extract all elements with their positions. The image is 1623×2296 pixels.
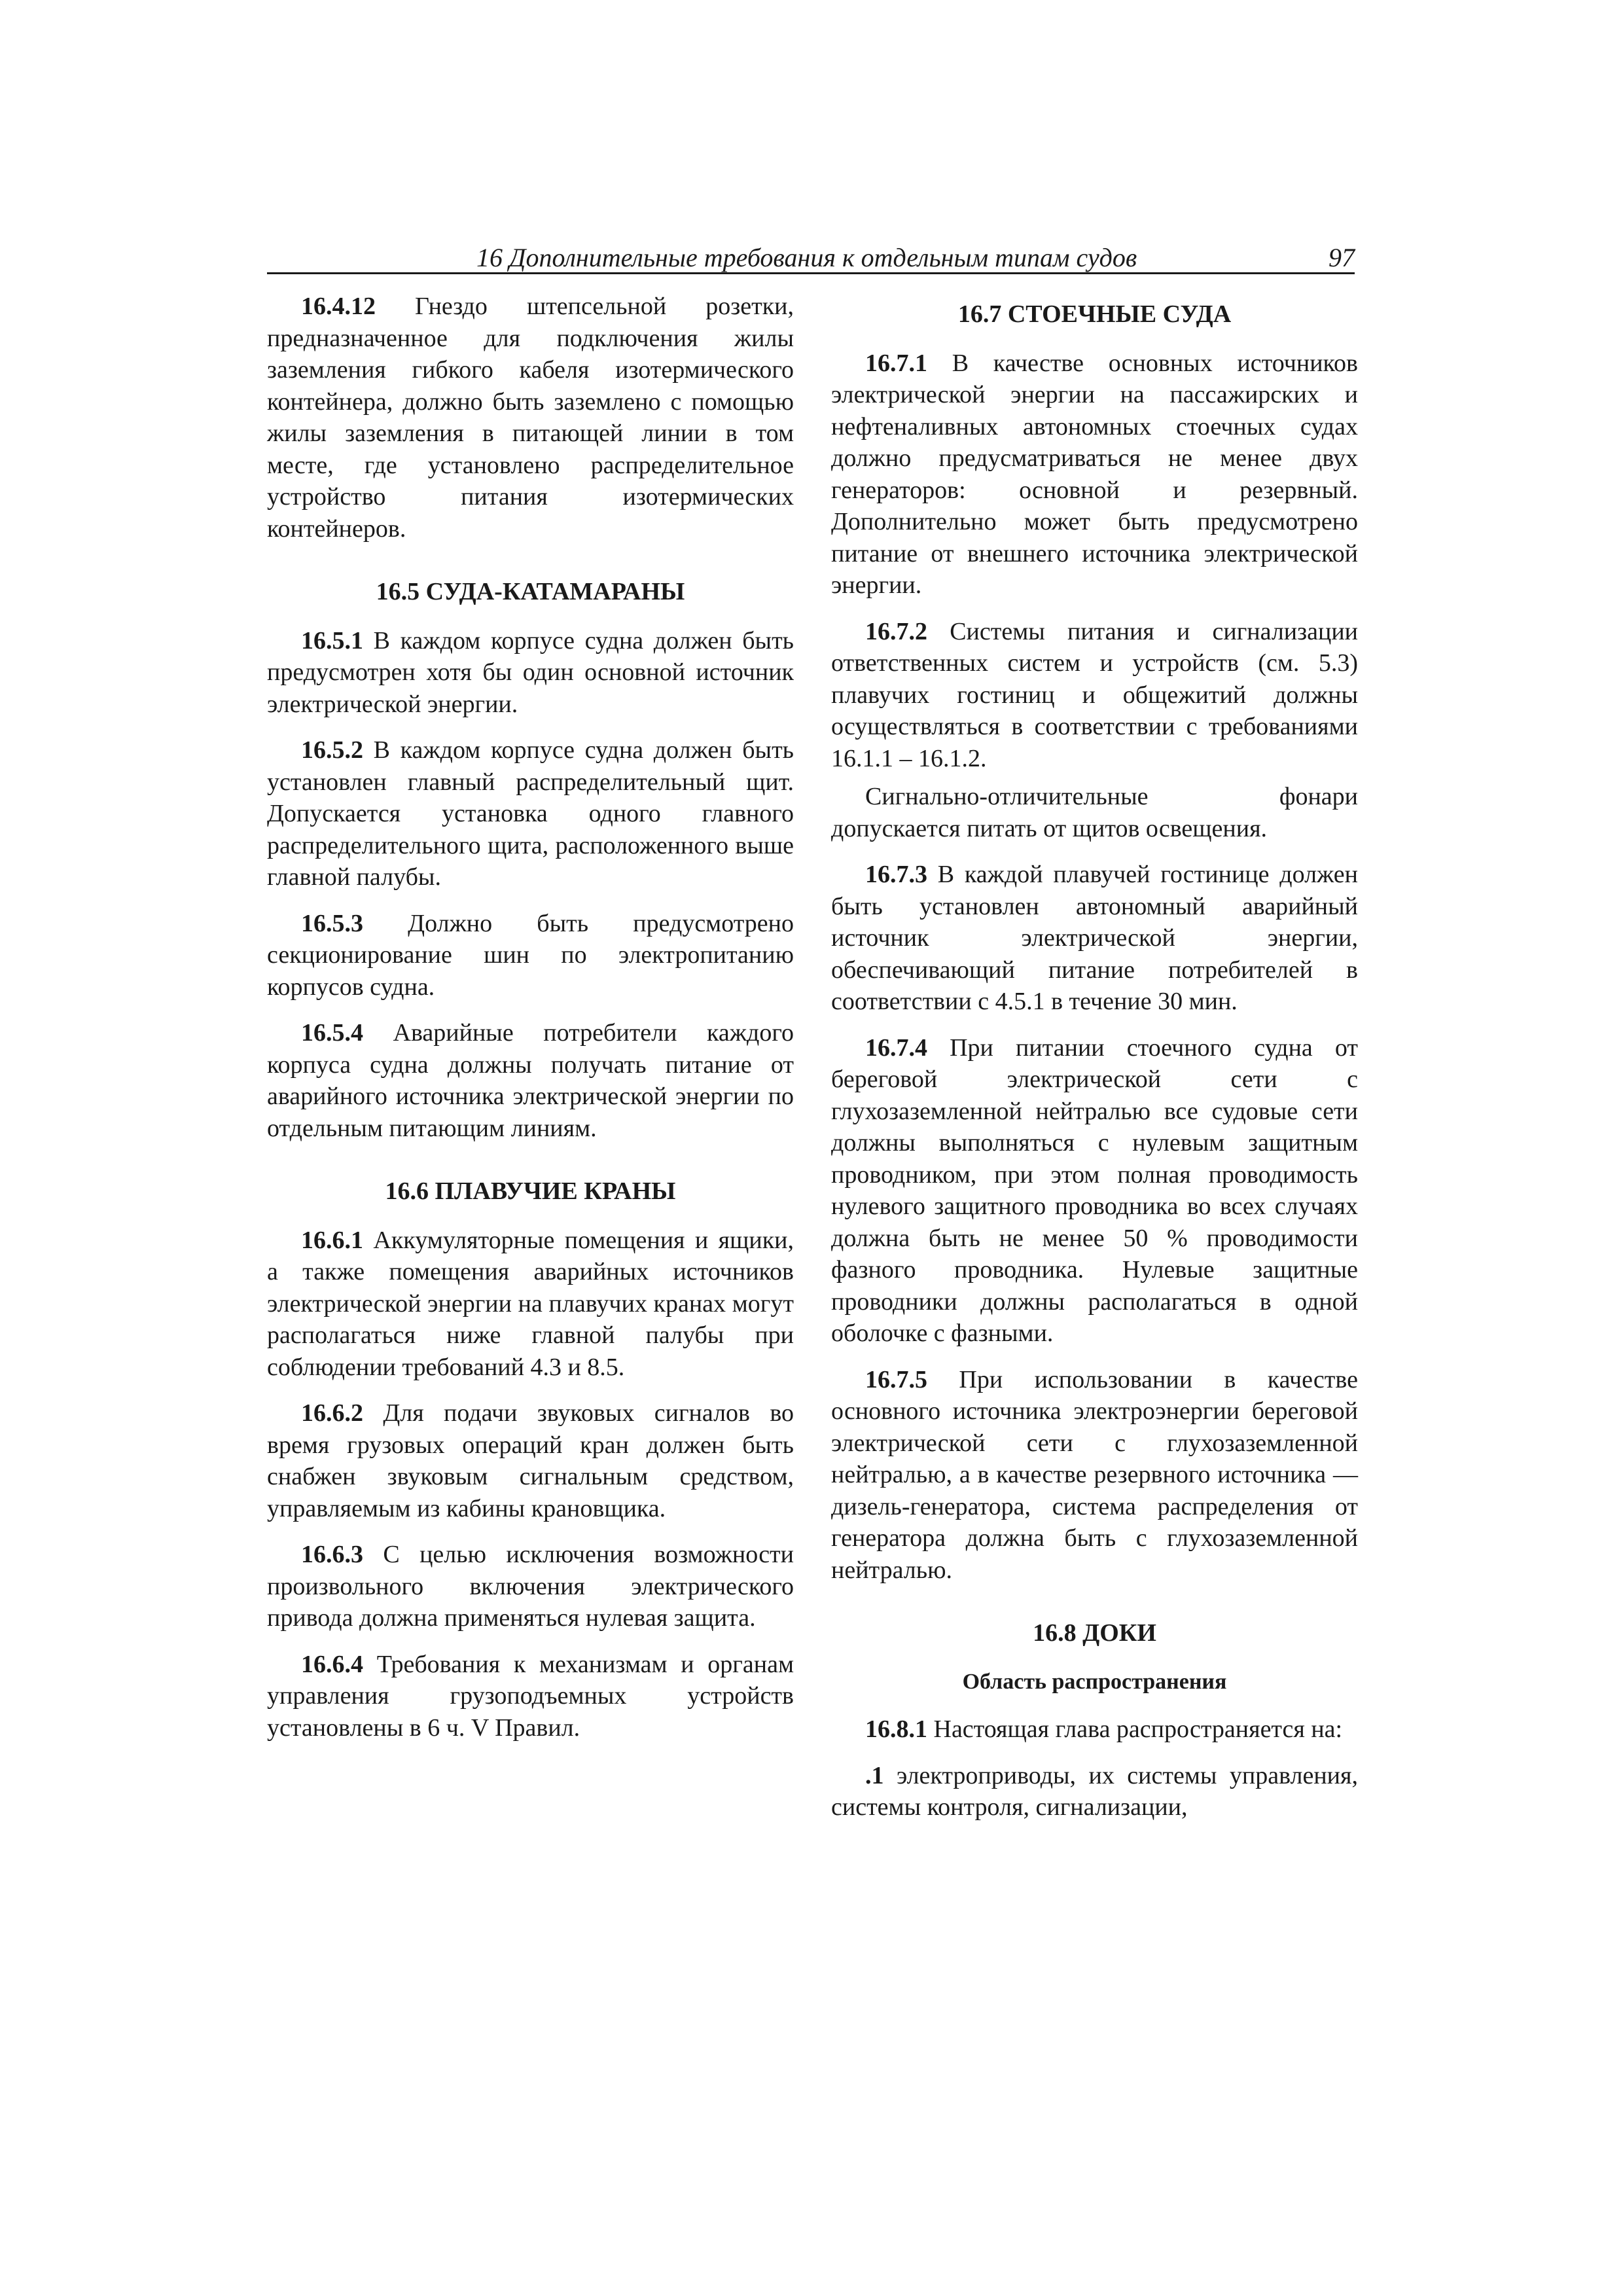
paragraph-16-7-5	[831, 1364, 1358, 1587]
clause-number: 16.7.1	[865, 349, 927, 377]
clause-text: В качестве основных источников электрической энергии на пассажирских и нефтеналивных автономных стоечных судах должно предусматриваться не менее двух генераторов: основной и резервный. Дополнительно может быть предусмотрено питание от внешнего источника электрической энергии.	[831, 349, 1359, 599]
section-heading-16-6: 16.6 ПЛАВУЧИЕ КРАНЫ	[385, 1177, 676, 1205]
clause-text: Системы питания и сигнализации ответственных систем и устройств (см. 5.3) плавучих гостиниц и общежитий должны осуществляться в соответствии с требованиями 16.1.1 – 16.1.2.	[831, 617, 1359, 772]
clause-text: В каждом корпусе судна должен быть предусмотрен хотя бы один основной источник электрической энергии.	[267, 626, 794, 718]
clause-text: Аварийные потребители каждого корпуса судна должны получать питание от аварийного источника электрической энергии по отдельным питающим линиям.	[267, 1019, 794, 1142]
clause-number: 16.7.4	[865, 1033, 927, 1062]
list-item-text: электроприводы, их системы управления, системы контроля, сигнализации,	[831, 1761, 1358, 1821]
paragraph-16-5-3	[267, 908, 794, 1003]
clause-number: 16.6.4	[301, 1650, 363, 1678]
clause-text: Должно быть предусмотрено секционирование шин по электропитанию корпусов судна.	[267, 909, 794, 1001]
paragraph-16-6-1	[267, 1225, 794, 1384]
left-column	[267, 291, 794, 1758]
clause-text: С целью исключения возможности произвольного включения электрического привода должна применяться нулевая защита.	[267, 1541, 794, 1632]
clause-text: Для подачи звуковых сигналов во время грузовых операций кран должен быть снабжен звуковым сигнальным средством, управляемым из кабины крановщика.	[267, 1399, 794, 1522]
clause-number: 16.6.1	[301, 1226, 363, 1254]
section-heading-16-8: 16.8 ДОКИ	[1033, 1619, 1156, 1647]
header-rule	[267, 272, 1355, 274]
paragraph-16-7-3	[831, 859, 1358, 1018]
paragraph-16-7-1	[831, 348, 1358, 601]
clause-text: Настоящая глава распространяется на:	[933, 1715, 1343, 1743]
paragraph-16-7-2	[831, 616, 1358, 775]
subheading-scope: Область распространения	[962, 1669, 1227, 1694]
paragraph-16-5-2	[267, 734, 794, 893]
right-column	[831, 291, 1358, 1823]
running-header	[267, 237, 1355, 274]
clause-text: Аккумуляторные помещения и ящики, а также помещения аварийных источников электрической энергии на плавучих кранах могут располагаться ниже главной палубы при соблюдении требований 4.3 и 8.5.	[267, 1226, 794, 1381]
paragraph-16-5-1	[267, 625, 794, 721]
paragraph-16-6-2	[267, 1397, 794, 1524]
clause-text: Требования к механизмам и органам управления грузоподъемных устройств установлены в 6 ч. V Правил.	[267, 1650, 794, 1742]
clause-text: В каждой плавучей гостинице должен быть установлен автономный аварийный источник электрической энергии, обеспечивающий питание потребителей в соответствии с 4.5.1 в течение 30 мин.	[831, 861, 1358, 1015]
clause-number: 16.5.2	[301, 736, 363, 764]
clause-number: 16.5.4	[301, 1019, 363, 1047]
paragraph-16-6-4	[267, 1649, 794, 1744]
section-heading-16-7: 16.7 СТОЕЧНЫЕ СУДА	[957, 300, 1232, 328]
clause-number: 16.8.1	[865, 1715, 927, 1743]
paragraph-16-8-1	[831, 1713, 1358, 1746]
clause-number: 16.7.3	[865, 861, 927, 888]
paragraph-16-5-4	[267, 1017, 794, 1144]
running-header-title: 16 Дополнительные требования к отдельным типам судов	[476, 243, 1137, 272]
paragraph-16-6-3	[267, 1539, 794, 1634]
paragraph-16-4-12	[267, 291, 794, 545]
clause-text: В каждом корпусе судна должен быть установлен главный распределительный щит. Допускается установка одного главного распределительного щита, расположенного выше главной палубы.	[267, 736, 794, 891]
paragraph-16-7-2-note: Сигнально-отличительные фонари допускается питать от щитов освещения.	[831, 783, 1358, 842]
clause-number: 16.6.2	[301, 1399, 363, 1427]
clause-number: 16.6.3	[301, 1541, 363, 1568]
clause-number: 16.5.1	[301, 626, 363, 655]
list-item-1	[831, 1760, 1358, 1823]
page-number: 97	[1329, 243, 1355, 272]
clause-text: При питании стоечного судна от береговой электрической сети с глухозаземленной нейтралью все судовые сети должны выполняться с нулевым защитным проводником, при этом полная проводимость нулевого защитного проводника во всех случаях должна быть не менее 50 % проводимости фазного проводника. Нулевые защитные проводники должны располагаться в одной оболочке с фазными.	[831, 1033, 1358, 1347]
clause-number: 16.7.2	[865, 617, 927, 645]
list-item-number: .1	[865, 1761, 884, 1789]
section-heading-16-5: 16.5 СУДА-КАТАМАРАНЫ	[376, 578, 685, 605]
paragraph-16-7-4	[831, 1032, 1358, 1350]
clause-text: При использовании в качестве основного источника электроэнергии береговой электрической сети с глухозаземленной нейтралью, а в качестве резервного источника — дизель-генератора, система распределения от генератора должна быть с глухозаземленной нейтралью.	[831, 1365, 1358, 1584]
clause-number: 16.4.12	[301, 293, 376, 320]
clause-number: 16.5.3	[301, 909, 363, 937]
clause-number: 16.7.5	[865, 1365, 927, 1393]
clause-text: Гнездо штепсельной розетки, предназначенное для подключения жилы заземления гибкого кабеля изотермического контейнера, должно быть заземлено с помощью жилы заземления в питающей линии в том месте, где установлено распределительное устройство питания изотермических контейнеров.	[267, 293, 794, 543]
